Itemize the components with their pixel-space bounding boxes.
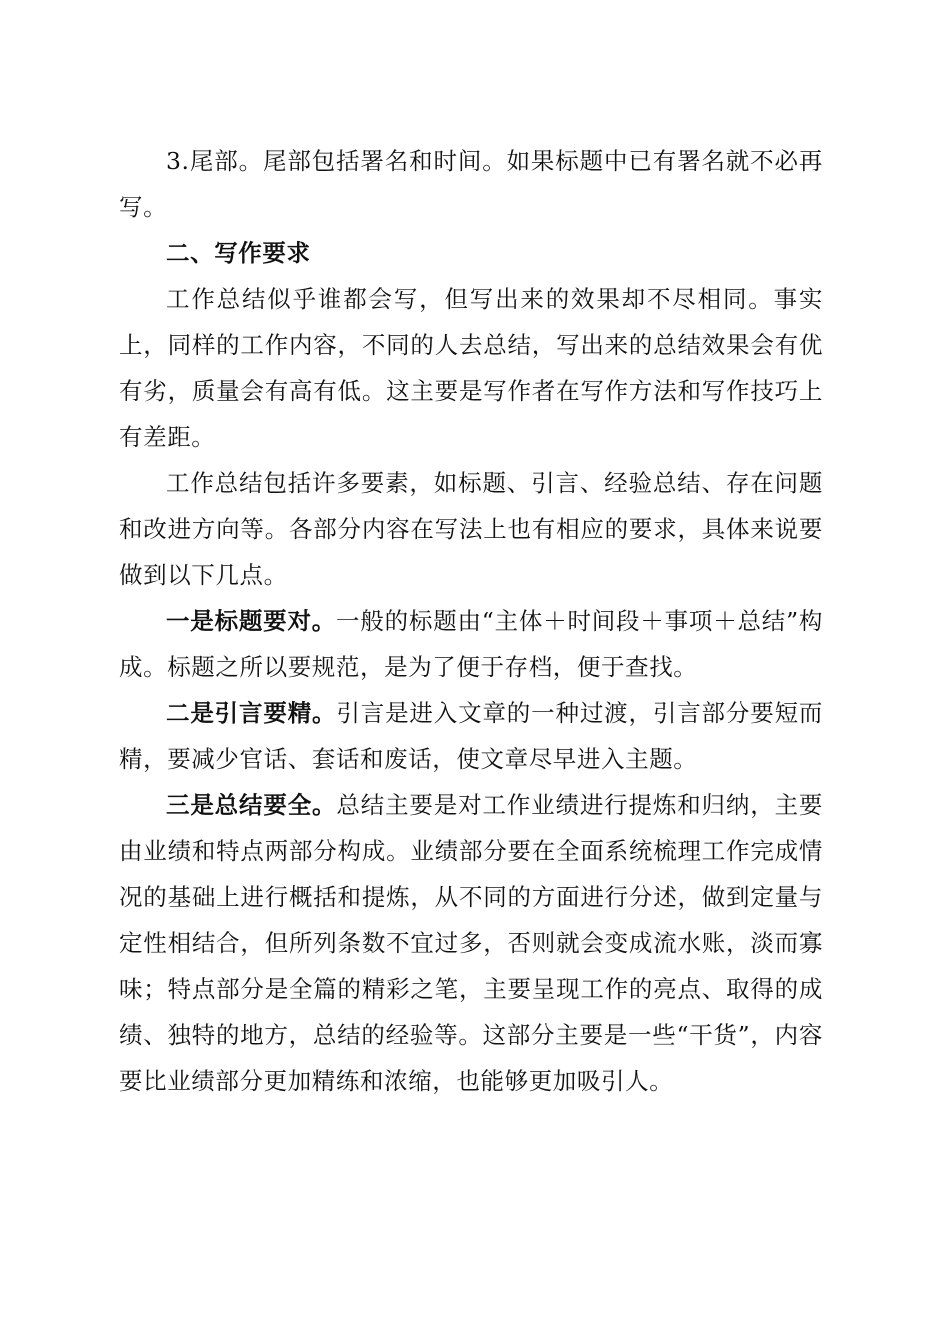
document-body xyxy=(119,138,823,1104)
lead-summary-requirement: 三是总结要全。 xyxy=(166,791,337,819)
lead-title-requirement: 一是标题要对。 xyxy=(166,607,337,635)
paragraph-summary-requirement xyxy=(119,782,823,1104)
paragraph-intro-requirement xyxy=(119,690,823,782)
text-title-requirement: 一般的标题由“主体＋时间段＋事项＋总结”构成。标题之所以要规范，是为了便于存档，便于查找。 xyxy=(119,607,823,681)
text-intro-requirement: 引言是进入文章的一种过渡，引言部分要短而精，要减少官话、套话和废话，使文章尽早进入主题。 xyxy=(119,699,824,773)
paragraph-tail-section: 3.尾部。尾部包括署名和时间。如果标题中已有署名就不必再写。 xyxy=(119,147,823,221)
text-summary-requirement: 总结主要是对工作业绩进行提炼和归纳，主要由业绩和特点两部分构成。业绩部分要在全面系统梳理工作完成情况的基础上进行概括和提炼，从不同的方面进行分述，做到定量与定性相结合，但所列条数不宜过多，否则就会变成流水账，淡而寡味；特点部分是全篇的精彩之笔，主要呈现工作的亮点、取得的成绩、独特的地方，总结的经验等。这部分主要是一些“干货”，内容要比业绩部分更加精练和浓缩，也能够更加吸引人。 xyxy=(119,791,824,1095)
lead-intro-requirement: 二是引言要精。 xyxy=(166,699,337,727)
paragraph-intro: 工作总结似乎谁都会写，但写出来的效果却不尽相同。事实上，同样的工作内容，不同的人去总结，写出来的总结效果会有优有劣，质量会有高有低。这主要是写作者在写作方法和写作技巧上有差距。 xyxy=(119,285,823,451)
section-heading-writing-requirements: 二、写作要求 xyxy=(166,239,311,267)
paragraph-elements: 工作总结包括许多要素，如标题、引言、经验总结、存在问题和改进方向等。各部分内容在写法上也有相应的要求，具体来说要做到以下几点。 xyxy=(119,469,823,589)
paragraph-title-requirement xyxy=(119,598,823,690)
